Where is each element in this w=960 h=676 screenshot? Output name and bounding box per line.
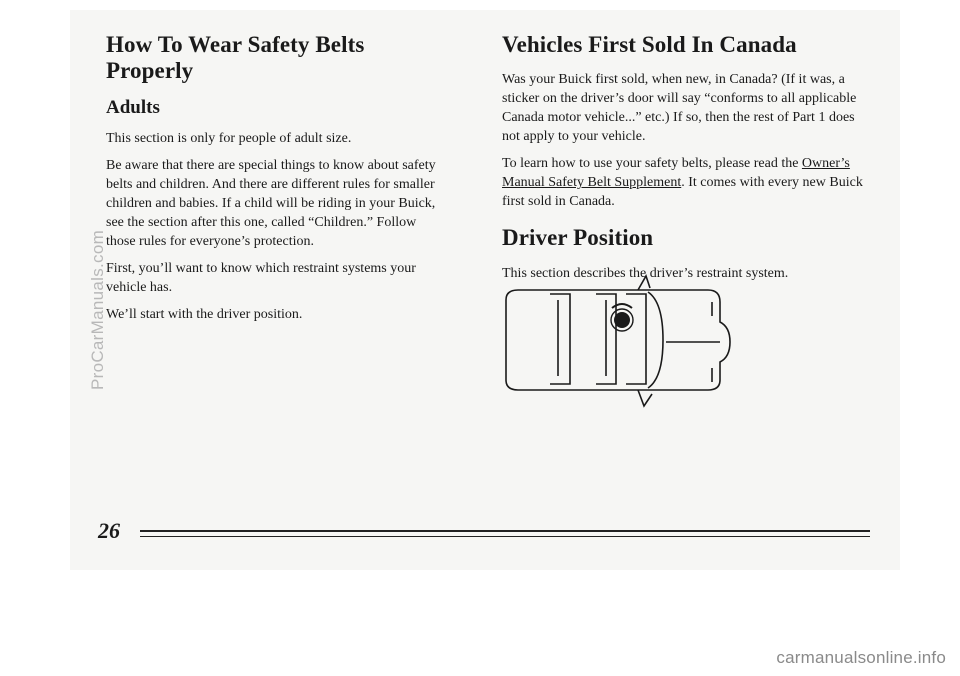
paragraph: Be aware that there are special things to know about safety belts and children. And there are different rules for smaller children and babies. If a child will be riding in your Buick, see the section after this one, called “Children.” Follow those rules for everyone’s protection. xyxy=(106,157,436,249)
right-column xyxy=(502,32,872,291)
page-number: 26 xyxy=(98,518,120,543)
subsection-title-adults: Adults xyxy=(106,96,160,118)
section-title-canada: Vehicles First Sold In Canada xyxy=(502,32,797,57)
section-title-driver-position: Driver Position xyxy=(502,225,654,251)
text-span: . It comes with every new Buick first sold in Canada. xyxy=(502,175,863,210)
footer-rule xyxy=(140,530,870,532)
paragraph: First, you’ll want to know which restraint systems your vehicle has. xyxy=(106,260,416,295)
footer-rule-thin xyxy=(140,536,870,537)
footer-watermark[interactable]: carmanualsonline.info xyxy=(776,648,946,667)
vehicle-seating-diagram xyxy=(498,272,738,412)
left-column xyxy=(106,32,446,332)
supplement-link[interactable]: Owner’s Manual Safety Belt Supplement xyxy=(502,156,850,191)
text-span: To learn how to use your safety belts, please read the xyxy=(502,156,802,172)
section-title-safety-belts: How To Wear Safety Belts Properly xyxy=(106,32,365,84)
paragraph: This section is only for people of adult size. xyxy=(106,130,352,146)
paragraph: We’ll start with the driver position. xyxy=(106,306,303,322)
paragraph: Was your Buick first sold, when new, in Canada? (If it was, a sticker on the driver’s door will say “conforms to all applicable Canada motor vehicle...” etc.) If so, then the rest of Part 1 does not apply to your vehicle. xyxy=(502,72,857,145)
side-watermark: ProCarManuals.com xyxy=(88,229,107,390)
driver-head-icon xyxy=(614,312,630,328)
paragraph: This section describes the driver’s restraint system. xyxy=(502,265,789,281)
manual-page xyxy=(70,10,900,570)
paragraph xyxy=(502,154,872,211)
